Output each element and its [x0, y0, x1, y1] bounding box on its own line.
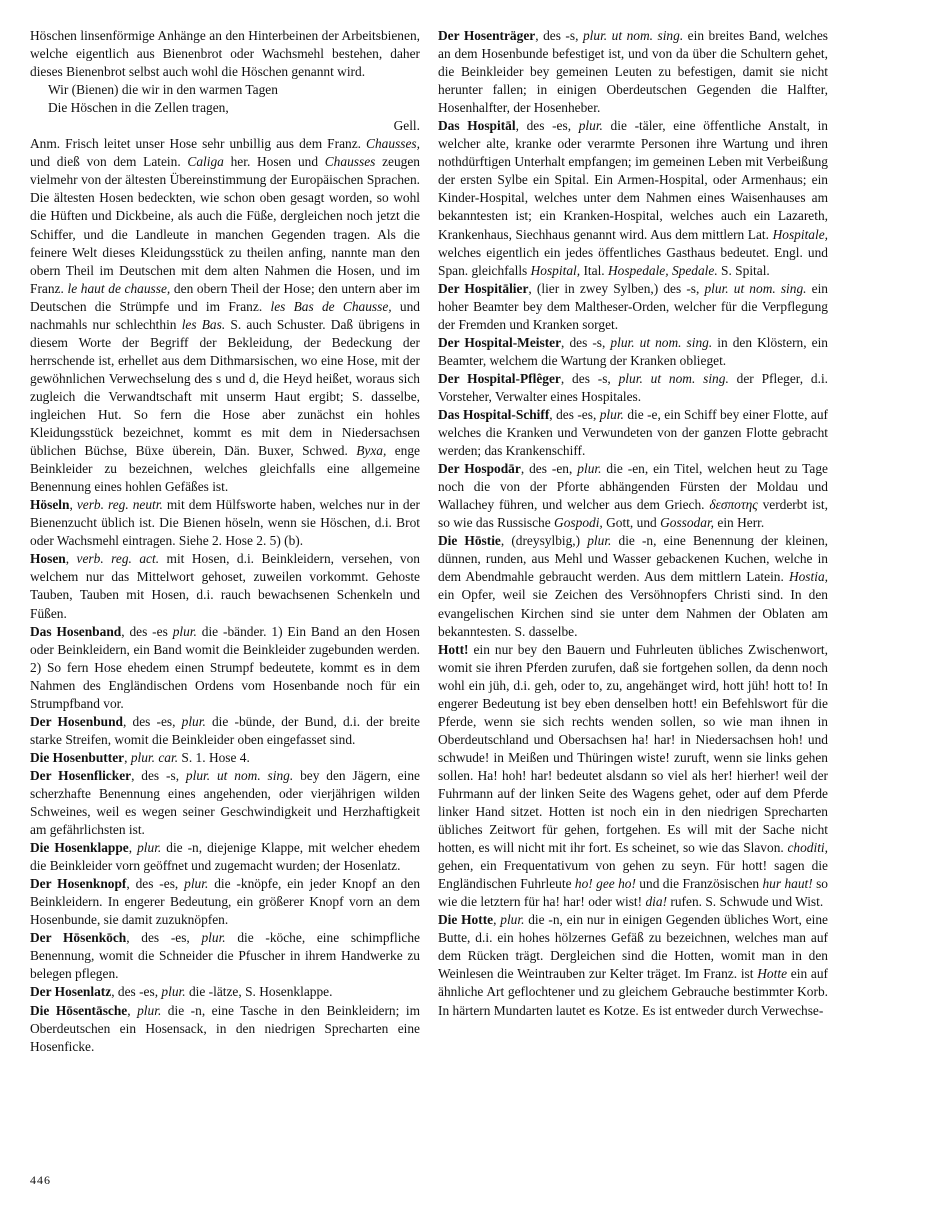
italic-text: plur. [161, 984, 186, 1000]
entry-hott [438, 641, 828, 912]
italic-text: Hotte [757, 966, 788, 982]
entry-hoeschen [30, 27, 420, 81]
headword: Die Hōstie [438, 533, 501, 549]
text-run: ein Opfer, weil sie Zeichen des Versöhnopfers Christi sind. In den evangelischen Kirchen sind sie unter dem Nahmen der Oblaten am bekanntesten. S. dasselbe. [438, 587, 828, 639]
italic-text: plur. [137, 1002, 162, 1018]
text-run: Ital. [580, 262, 608, 278]
text-run: , [124, 749, 131, 765]
text-run: , [65, 551, 77, 567]
text-run: die -n, ein nur in einigen Gegenden übliches Wort, eine Butte, d.i. ein hohes hölzernes Gefäß zu bezeichnen, welches man auf dem Rücken trägt. Dergleichen sind die Hotten, womit man in den Weinlesen die Weintrauben zur Kelter träget. Im Franz. ist [438, 912, 828, 982]
text-run: ein nur bey den Bauern und Fuhrleuten übliches Zwischenwort, womit sie ihren Pferden zurufen, daß sie fortgehen sollen, da denn noch wohl ein jüh, d.i. geh, oder to, zu, angehänget wird, hott jüh! hott to! In engerer Bedeutung ist bey eben denselben hott! ein Befehlswort für die Pferde, wenn sie sich rechts wenden sollen, so wie man ihnen in Oberdeutschland und Obersachsen ha! har! in Niedersachsen hoh! und schwude! in Meißen und Thüringen wiste! zuruft, wenn sie links gehen sollen. Ha! hoh! har! bedeutet alsdann so viel als her! hierher! weil der Fuhrmann auf der linken Seite des Wagens gehet, oder auf dem Pferde linker Hand sitzet. Hotten ist noch ein in den niedrigen Sprecharten übliches Zeitwort für gehen, fortgehen. Es will mit der Sache nicht hotten, es will nicht mit ihr fort. Es scheinet, so wie das Slavon. [438, 641, 828, 856]
text-run: die -n, eine Tasche in den Beinkleidern; im Oberdeutschen ein Hosensack, in den niedrigen Sprecharten eine Hosenficke. [30, 1002, 420, 1054]
text-run: gehen, ein Frequentativum von gehen zu seyn. Für hott! sagen die Engländischen Fuhrleute [438, 858, 828, 892]
italic-text: plur. ut nom. sing. [704, 280, 807, 296]
text-run: die -knöpfe, ein jeder Knopf an den Beinkleidern. In engerer Bedeutung, ein größerer Knopf vorn an dem Hosenbunde, sie damit zuzuknöpfen. [30, 876, 421, 928]
text-run: , des -es, [126, 876, 185, 892]
entry-hosentasche [30, 1002, 420, 1056]
headword: Der Hosenlatz [30, 984, 112, 1000]
text-run: S. 1. Hose 4. [178, 749, 250, 765]
text-run: S. auch Schuster. Daß übrigens in diesem Worte der Begriff der Bekleidung, der Bedeckung der herrschende ist, erhellet aus dem Dithmarsischen, wo eine Hose, mit der gewöhnlichen Verwechselung des s und d, die Heyd heißet, woraus sich zugleich die Verwandtschaft mit unserm Haut ergibt; S. dasselbe, ingleichen Hut. So fern die Hose aber zunächst ein hohles Kleidungsstück bezeichnet, kommt es mit dem in Niedersachsen üblichen Büchse, Büxe überein, Dän. Buxer, Schwed. [30, 316, 421, 459]
headword: Der Hōsenkōch [30, 930, 127, 946]
text-run: den obern Theil der Hose; den untern aber im Deutschen die Strümpfe und im Franz. [30, 280, 420, 314]
italic-text: les Bas. [181, 316, 226, 332]
page-number: 446 [30, 1173, 51, 1187]
italic-text: Hospitale, [772, 226, 828, 242]
italic-text: Hostia, [788, 569, 828, 585]
italic-text: verb. reg. neutr. [76, 497, 163, 513]
text-run: die -köche, eine schimpfliche Benennung, womit die Schneider die Pfuscher in ihrem Handwerke zu belegen pflegen. [30, 930, 420, 982]
text-run: Anm. Frisch leitet unser Hose sehr unbillig aus dem Franz. [30, 136, 367, 152]
text-run: so wie die letztern für ha! har! oder wist! [438, 876, 828, 910]
entry-hosenbund [30, 713, 420, 749]
text-run: mit dem Hülfsworte haben, welches nur in der Bienenzucht üblich ist. Die Bienen höseln, wenn sie Höschen, d.i. Brot oder Wachsmehl eintragen. Siehe 2. Hose 2. 5) (b). [30, 497, 421, 549]
text-run: zeugen vielmehr von der ältesten Übereinstimmung der Europäischen Sprachen. Die ältesten Hosen bedeckten, wie schon oben gesagt worden, so wohl die Hüften und Dickbeine, als auch die Füße, dergleichen noch jetzt die Schiffer, und die Landleute in manchen Gegenden tragen. Als die feinere Welt dieses Kleidungsstück zu theilen anfing, nannte man den obern Theil im Deutschen mit dem alten Nahmen die Hosen, und im Franz. [30, 154, 420, 296]
headword: Der Hospitālier [438, 280, 529, 296]
text-run: verderbt ist, so wie das Russische [438, 497, 829, 531]
text-run: rufen. S. Schwude und Wist. [667, 894, 824, 910]
entry-hosenflicker [30, 767, 420, 839]
italic-text: choditi, [787, 840, 828, 856]
text-run: , (dreysylbig,) [500, 533, 588, 549]
poem-line-2 [30, 99, 420, 117]
text-run: Gell. [393, 118, 420, 134]
italic-text: Caliga [187, 154, 224, 170]
headword: Das Hospitāl [438, 118, 516, 134]
headword: Der Hosenträger [438, 28, 536, 43]
text-run: die -bünde, der Bund, d.i. der breite starke Streifen, womit die Beinkleider oben eingefasset sind. [30, 713, 421, 747]
text-run: Höschen linsenförmige Anhänge an den Hinterbeinen der Arbeitsbienen, welche eigentlich aus Bienenbrot oder Wachsmehl bestehen, daher dieses Bienenbrot selbst auch wohl die Höschen genannt wird. [30, 28, 420, 80]
text-run: enge Beinkleider zu bezeichnen, welches gleichfalls eine allgemeine Benennung eines hohlen Gefäßes ist. [30, 443, 420, 495]
text-run: , des -es, [122, 713, 182, 729]
italic-text: plur. [201, 930, 226, 946]
text-run: die -n, diejenige Klappe, mit welcher ehedem die Beinkleider vorn geöffnet und zugemacht wurden; der Hosenlatz. [30, 840, 420, 874]
italic-text: plur. ut nom. sing. [185, 767, 294, 783]
text-run: die -bänder. 1) Ein Band an den Hosen oder Beinkleidern, ein Band womit die Beinkleider zugebunden werden. 2) So fern Hose ehedem einen Strumpf bedeutete, kommt es in dem Nahmen des Engländischen Ordens vom Hosenbande noch für ein Strumpfband vor. [30, 623, 420, 711]
entry-hospital-meister [438, 334, 828, 370]
text-run: Wir (Bienen) die wir in den warmen Tagen [48, 82, 278, 98]
entry-hospital-schiff [438, 406, 828, 460]
text-run: ein hoher Beamter bey dem Maltheser-Orden, welcher für die Verpflegung der Fremden und Kranken sorget. [438, 280, 828, 332]
italic-text: plur. ut nom. sing. [582, 28, 684, 43]
entry-hosenklappe [30, 839, 420, 875]
italic-text: plur. car. [130, 749, 179, 765]
italic-text: les Bas de Chausse, [270, 298, 392, 314]
text-run: , des -s, [560, 370, 619, 386]
entry-hosenband [30, 623, 420, 713]
text-run: , [493, 912, 501, 928]
text-run: S. Spital. [717, 262, 770, 278]
text-run: die -e, ein Schiff bey einer Flotte, auf welches die Kranken und Verwundeten von der ganzen Flotte gebracht werden; das Krankenschiff. [438, 406, 828, 459]
text-run: , des -es, [549, 406, 600, 422]
text-run: und dieß von dem Latein. [30, 154, 188, 170]
headword: Hosen [30, 551, 66, 567]
entry-hosenkoch [30, 929, 420, 983]
italic-text: plur. [181, 713, 206, 729]
poem-line-1 [30, 81, 420, 99]
entry-hospital-pfleger [438, 370, 828, 406]
italic-text: Byxa, [356, 443, 387, 459]
headword: Die Hōsentāsche [30, 1002, 128, 1018]
italic-text: plur. [184, 876, 209, 892]
text-run: , [69, 497, 77, 513]
headword: Höseln [30, 497, 70, 513]
text-run: und nachmahls nur schlechthin [30, 298, 421, 332]
entry-hosenlatz [30, 983, 420, 1001]
text-run: welches eigentlich ein jedes öffentliches Gasthaus bedeutet. Engl. und Span. gleichfalls [438, 244, 828, 278]
entry-hosentraeger [438, 27, 828, 117]
headword: Der Hosenbund [30, 713, 123, 729]
headword: Die Hotte [438, 912, 494, 928]
italic-text: plur. [587, 533, 612, 549]
headword: Das Hospital-Schiff [438, 406, 550, 422]
italic-text: ho! gee ho! [574, 876, 636, 892]
entry-hoeseln [30, 496, 420, 550]
italic-text: dia! [645, 894, 668, 910]
text-run: , des -s, [535, 28, 583, 43]
text-run: in den Klöstern, ein Beamter, welchem die Wartung der Kranken oblieget. [438, 334, 828, 368]
text-run: bey den Jägern, eine scherzhafte Benennung eines angehenden, oder vierjährigen wilden Schweines, weil es wegen seiner Geschwindigkeit und Herzhaftigkeit am gefährlichsten ist. [30, 767, 420, 838]
entry-hospodar [438, 460, 828, 532]
text-run: her. Hosen und [223, 154, 325, 170]
italic-text: Chausses, [366, 136, 420, 152]
text-run: Die Höschen in die Zellen tragen, [48, 100, 229, 116]
italic-text: hur haut! [762, 876, 813, 892]
italic-text: plur. [500, 912, 525, 928]
text-run: , des -es, [126, 930, 202, 946]
italic-text: Chausses [324, 154, 376, 170]
entry-hosenbutter [30, 749, 420, 767]
italic-text: plur. [599, 406, 624, 422]
entry-hotte [438, 911, 828, 1019]
text-run: , des -es, [111, 984, 162, 1000]
headword: Der Hospital-Pflêger [438, 370, 561, 386]
italic-text: plur. [577, 461, 602, 477]
annotation-hose [30, 135, 420, 496]
italic-text: plur. ut nom. sing. [610, 334, 713, 350]
italic-text: Gospodi, [554, 515, 603, 531]
text-run: ein auf ähnliche Art geflochtener und zu gleichem Gebrauche bestimmter Korb. In härtern Mundarten lautet es Kotze. Es ist entweder durch Verwechse- [438, 966, 829, 1018]
italic-text: plur. [172, 623, 197, 639]
headword: Der Hosenflicker [30, 767, 132, 783]
text-run: , des -s, [561, 334, 611, 350]
entry-hospital [438, 117, 828, 279]
italic-text: plur. ut nom. sing. [618, 370, 729, 386]
italic-text: plur. [578, 118, 603, 134]
italic-text: verb. reg. act. [76, 551, 160, 567]
entry-hosen [30, 550, 420, 622]
entry-hosenknopf [30, 875, 420, 929]
text-run: , [127, 1002, 138, 1018]
text-run: die -täler, eine öffentliche Anstalt, in welcher alte, kranke oder verarmte Personen ihre Wartung und ihren nothdürftigen Unterhalt empfangen; im gemeinen Leben mit Verbeißung der ersten Sylbe ein Spital. Ein Armen-Hospital, oder Armenhaus; ein Kinder-Hospital, welches unter dem Nahmen eines Waisenhauses am bekanntesten ist; ein Kranken-Hospital, welches auch ein Lazareth, Krankenhaus, Siechhaus genannt wird. Aus dem mittlern Lat. [438, 118, 828, 242]
text-run: und die Französischen [635, 876, 763, 892]
text-run: , des -s, [131, 767, 186, 783]
headword: Der Hospodār [438, 461, 521, 477]
text-run: , des -es [121, 623, 173, 639]
text-run: die -lätze, S. Hosenklappe. [185, 984, 333, 1000]
text-run: , (lier in zwey Sylben,) des -s, [528, 280, 705, 296]
text-run: ein Herr. [714, 515, 765, 531]
text-run: mit Hosen, d.i. Beinkleidern, versehen, von welchem nur das Mittelwort gehoset, zuweilen vorkommt. Gehoste Tauben, Tauben mit Hosen, d.i. rauch bewachsenen Schenkeln und Füßen. [30, 551, 420, 621]
italic-text: plur. [137, 840, 162, 856]
headword: Der Hosenknopf [30, 876, 127, 892]
entry-hostie [438, 532, 828, 640]
text-run: , des -en, [520, 461, 578, 477]
headword: Die Hosenklappe [30, 840, 129, 856]
italic-text: Gossodar, [660, 515, 715, 531]
text-run: ein breites Band, welches an dem Hosenbunde befestiget ist, und von da über die Schultern gehet, die Beinkleider bey gemeinen Leuten zu befestigen, damit sie nicht herunter fallen; in einigen Oberdeutschen Gegenden die Halfter, Hosenhalfter, der Hosenheber. [438, 28, 828, 116]
headword: Der Hospital-Meister [438, 334, 562, 350]
text-run: der Pfleger, d.i. Vorsteher, Verwalter eines Hospitales. [438, 370, 829, 404]
left-column [30, 27, 420, 1056]
headword: Die Hosenbutter [30, 749, 125, 765]
italic-text: δεσποτης [709, 497, 758, 513]
text-run: , des -es, [515, 118, 579, 134]
text-run: die -n, eine Benennung der kleinen, dünnen, runden, aus Mehl und Wasser gebackenen Kuchen, welche in dem Abendmahle gebraucht werden. Aus dem mittlern Latein. [438, 533, 828, 585]
italic-text: Hospedale, Spedale. [607, 262, 718, 278]
italic-text: Hospital, [530, 262, 581, 278]
right-column [438, 27, 828, 1020]
headword: Das Hosenband [30, 623, 122, 639]
italic-text: le haut de chausse, [67, 280, 171, 296]
text-run: , [128, 840, 138, 856]
headword: Hott! [438, 641, 469, 657]
text-run: Gott, und [602, 515, 661, 531]
poem-attribution [30, 117, 420, 135]
text-run: die -en, ein Titel, welchen heut zu Tage noch die von der Pforte abhängenden Fürsten der Moldau und Wallachey führen, und welcher aus dem Griech. [438, 461, 828, 513]
entry-hospitalier [438, 280, 828, 334]
